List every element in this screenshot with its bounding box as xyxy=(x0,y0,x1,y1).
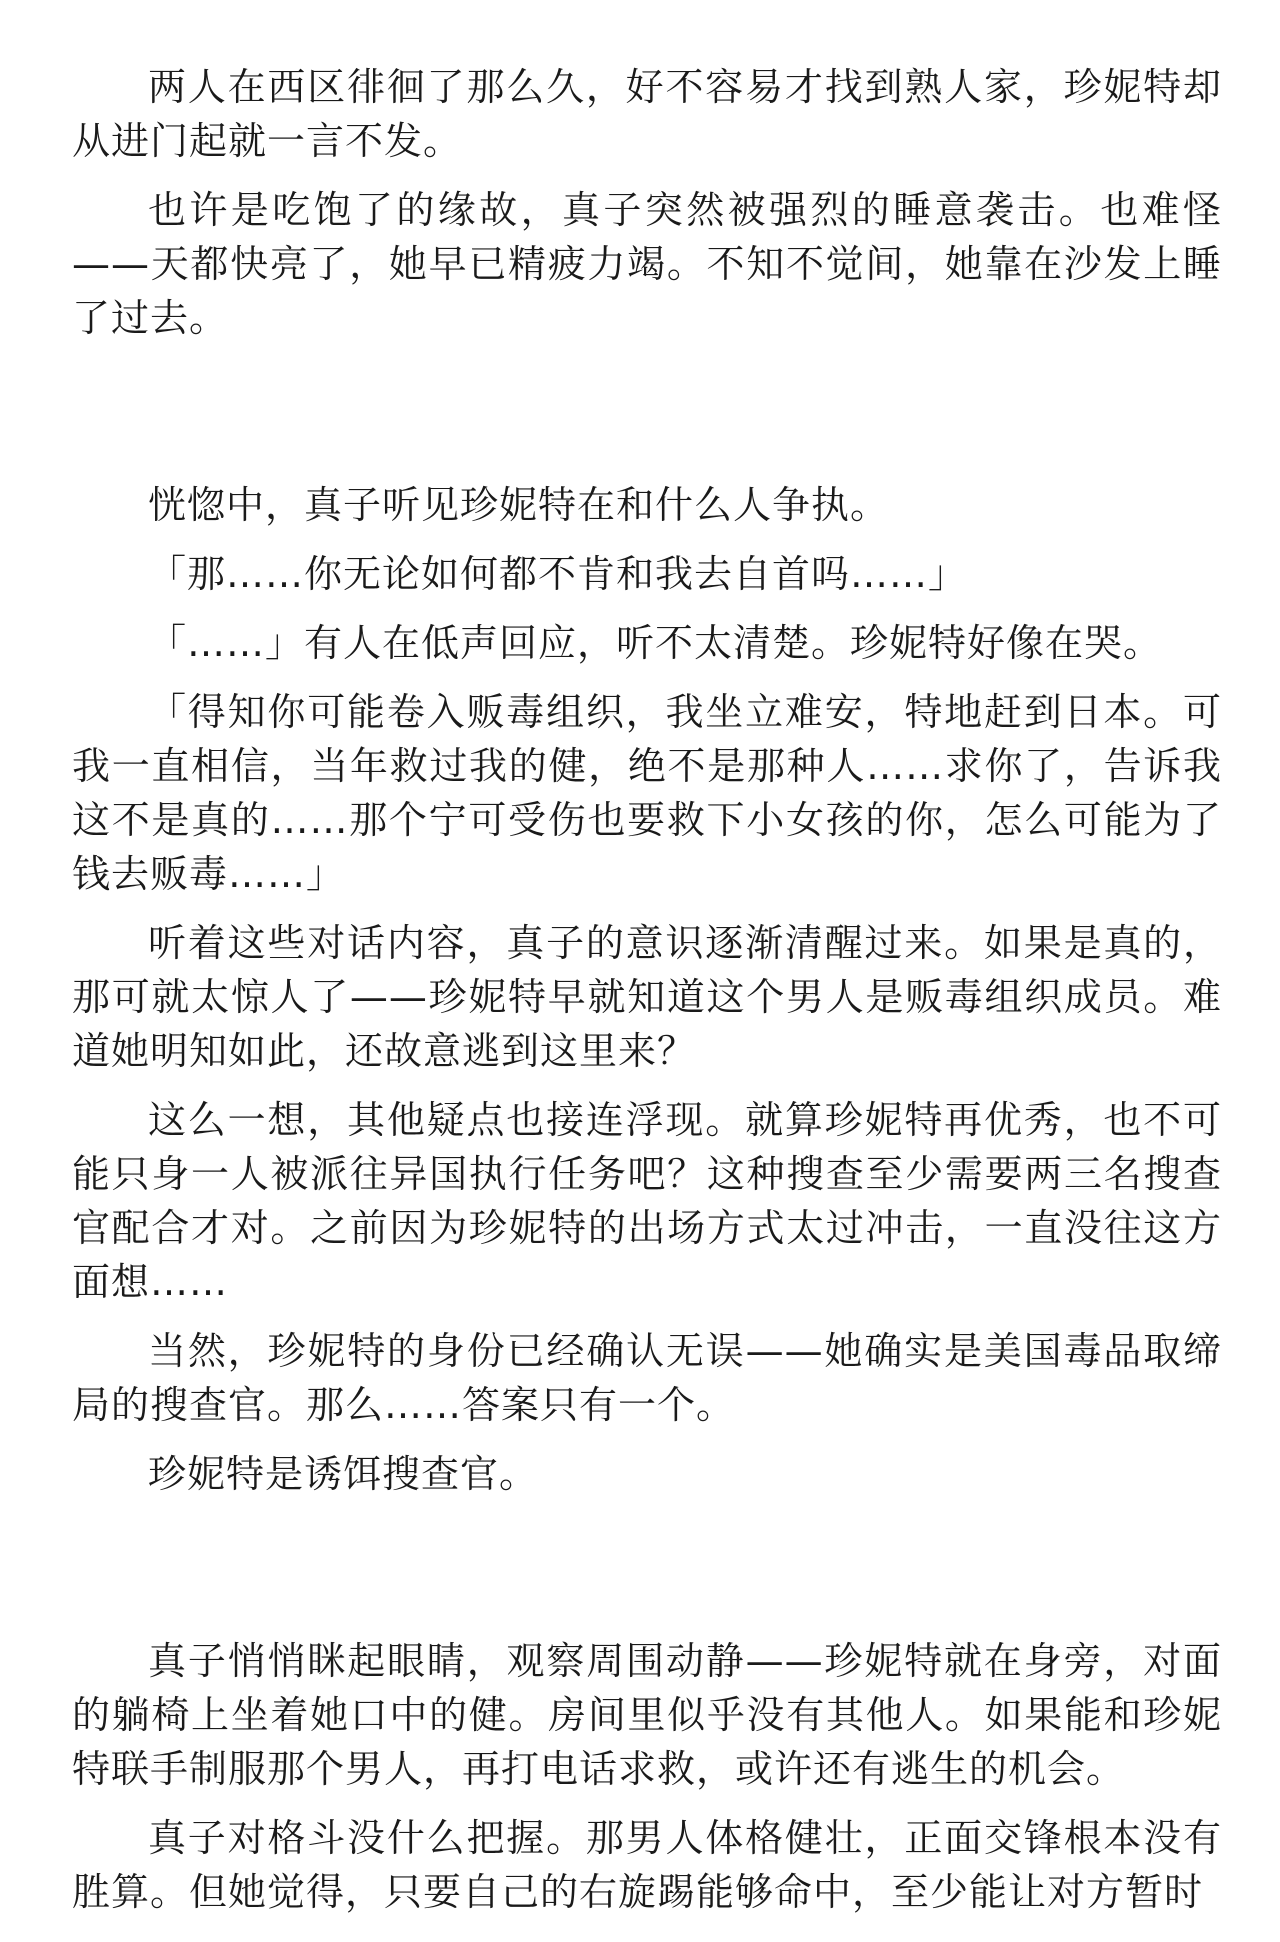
section-break xyxy=(72,360,1222,478)
section-break xyxy=(72,1516,1222,1634)
paragraph: 听着这些对话内容，真子的意识逐渐清醒过来。如果是真的，那可就太惊人了——珍妮特早就知道这个男人是贩毒组织成员。难道她明知如此，还故意逃到这里来？ xyxy=(72,921,1222,1073)
paragraph: 真子悄悄眯起眼睛，观察周围动静——珍妮特就在身旁，对面的躺椅上坐着她口中的健。房间里似乎没有其他人。如果能和珍妮特联手制服那个男人，再打电话求救，或许还有逃生的机会。 xyxy=(72,1639,1222,1791)
paragraph: 当然，珍妮特的身份已经确认无误——她确实是美国毒品取缔局的搜查官。那么……答案只有一个。 xyxy=(72,1329,1222,1427)
paragraph: 这么一想，其他疑点也接连浮现。就算珍妮特再优秀，也不可能只身一人被派往异国执行任务吧？这种搜查至少需要两三名搜查官配合才对。之前因为珍妮特的出场方式太过冲击，一直没往这方面想…… xyxy=(72,1098,1222,1304)
paragraph: 两人在西区徘徊了那么久，好不容易才找到熟人家，珍妮特却从进门起就一言不发。 xyxy=(72,65,1222,163)
paragraph: 「……」有人在低声回应，听不太清楚。珍妮特好像在哭。 xyxy=(148,621,1163,665)
paragraph: 「得知你可能卷入贩毒组织，我坐立难安，特地赶到日本。可我一直相信，当年救过我的健，绝不是那种人……求你了，告诉我这不是真的……那个宁可受伤也要救下小女孩的你，怎么可能为了钱去贩毒……」 xyxy=(72,690,1222,896)
paragraph: 也许是吃饱了的缘故，真子突然被强烈的睡意袭击。也难怪——天都快亮了，她早已精疲力竭。不知不觉间，她靠在沙发上睡了过去。 xyxy=(72,188,1222,340)
paragraph: 珍妮特是诱饵搜查官。 xyxy=(148,1452,539,1496)
paragraph: 「那……你无论如何都不肯和我去自首吗……」 xyxy=(148,552,968,596)
paragraph: 真子对格斗没什么把握。那男人体格健壮，正面交锋根本没有胜算。但她觉得，只要自己的右旋踢能够命中，至少能让对方暂时 xyxy=(72,1816,1222,1914)
book-page xyxy=(72,60,1222,1934)
paragraph: 恍惚中，真子听见珍妮特在和什么人争执。 xyxy=(148,483,890,527)
